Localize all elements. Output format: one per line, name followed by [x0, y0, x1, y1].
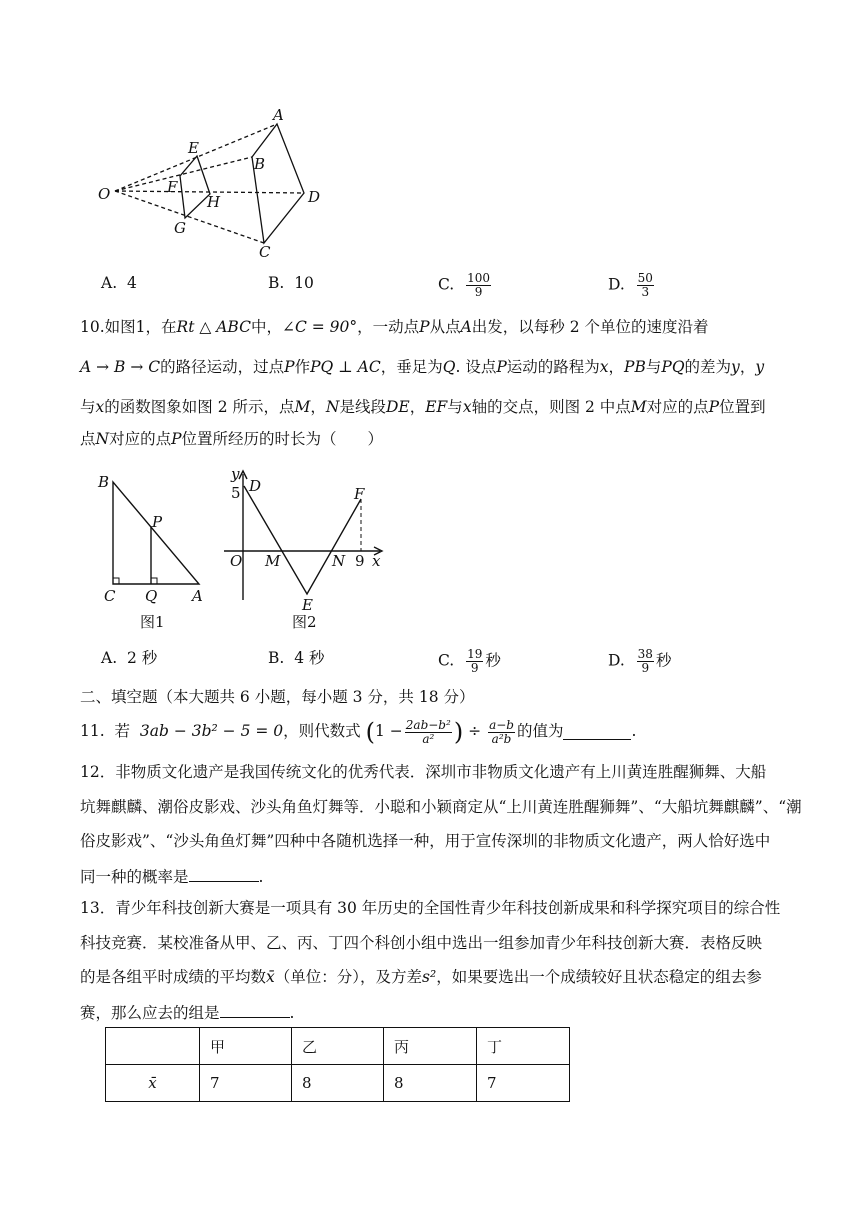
label-p: P	[152, 513, 163, 531]
label-9: 9	[355, 552, 365, 570]
q9-option-c: C. $\frac{100}{9}$	[438, 271, 490, 299]
figure-2-caption: 图2	[292, 613, 317, 631]
label-a: A	[192, 587, 203, 605]
label-x: x	[372, 552, 381, 570]
q10-option-c: C. $\frac{19}{9}$ 秒	[438, 647, 501, 675]
label-d: D	[249, 477, 262, 495]
q10-option-b: B. 4 秒	[268, 649, 325, 667]
q13-line-2: 科技竞赛．某校准备从甲、乙、丙、丁四个科创小组中选出一组参加青少年科技创新大赛．表格反映	[80, 934, 763, 952]
table-header-cell: 甲	[200, 1028, 292, 1065]
label-e: E	[188, 139, 199, 157]
table-header-cell: 丙	[384, 1028, 477, 1065]
ray-ob	[115, 157, 252, 191]
answer-blank[interactable]	[220, 1003, 290, 1018]
q9-option-d: D. $\frac{50}{3}$	[608, 271, 653, 299]
q12-line-4: 同一种的概率是 .	[80, 868, 264, 886]
q12-line-2: 坑舞麒麟、潮俗皮影戏、沙头角鱼灯舞等．小聪和小颖商定从“上川黄连胜醒狮舞”、“大船坑舞麒麟”、“潮	[80, 798, 802, 816]
right-angle-c	[113, 578, 119, 584]
q12-line-1: 12．非物质文化遗产是我国传统文化的优秀代表．深圳市非物质文化遗产有上川黄连胜醒狮舞、大船	[80, 763, 767, 781]
label-m: M	[265, 552, 281, 570]
table-header-cell	[106, 1028, 200, 1065]
q10-option-d: D. $\frac{38}{9}$ 秒	[608, 647, 672, 675]
label-d: D	[308, 188, 321, 206]
label-y: y	[231, 465, 240, 483]
q12-line-3: 俗皮影戏”、“沙头角鱼灯舞”四种中各随机选择一种，用于宣传深圳的非物质文化遗产，两人恰好选中	[80, 832, 771, 850]
q10-line-3: 与x的函数图象如图 2 所示，点M，N是线段DE，EF与x轴的交点，则图 2 中点M对应的点P位置到	[80, 398, 766, 416]
quad-efgh	[180, 156, 210, 218]
table-cell: 7	[477, 1065, 570, 1102]
q9-option-a: A. 4	[101, 274, 137, 292]
table-row	[106, 1065, 570, 1102]
label-q: Q	[145, 587, 158, 605]
quad-abcd	[252, 124, 304, 243]
figure-1-caption: 图1	[140, 613, 165, 631]
label-f: F	[354, 485, 365, 503]
table-cell: 8	[292, 1065, 384, 1102]
q13-line-1: 13．青少年科技创新大赛是一项具有 30 年历史的全国性青少年科技创新成果和科学探究项目的综合性	[80, 899, 781, 917]
answer-blank[interactable]	[189, 867, 259, 882]
table-cell: 8	[384, 1065, 477, 1102]
table-cell: 7	[200, 1065, 292, 1102]
fraction: $\frac{38}{9}$	[637, 647, 653, 675]
row-label-mean: x̄	[106, 1065, 200, 1102]
q9-option-b: B. 10	[268, 274, 314, 292]
label-o: O	[230, 552, 243, 570]
right-angle-q	[151, 578, 157, 584]
q13-score-table	[105, 1027, 570, 1102]
q10-option-a: A. 2 秒	[101, 649, 158, 667]
label-n: N	[332, 552, 346, 570]
q11: 11. 若 3ab − 3b² − 5 = 0 ，则代数式 ( 1 − $\frac{\text{2ab−b²}}{\text{a²}}$ ) ÷ $\frac{a-b}{\text{a²b}}$ 的值为 .	[80, 717, 637, 746]
table-header-cell: 乙	[292, 1028, 384, 1065]
label-g: G	[174, 219, 186, 237]
q13-line-4: 赛，那么应去的组是 .	[80, 1004, 295, 1022]
table-header-cell: 丁	[477, 1028, 570, 1065]
q10-line-4: 点N对应的点P位置所经历的时长为（ ）	[80, 430, 384, 448]
label-c: C	[104, 587, 116, 605]
answer-blank[interactable]	[563, 725, 631, 740]
label-o: O	[98, 185, 111, 203]
q10-figure-1	[92, 470, 217, 635]
label-b: B	[254, 155, 266, 173]
q10-figure-2	[222, 462, 392, 637]
q13-line-3: 的是各组平时成绩的平均数x̄（单位：分），及方差s²，如果要选出一个成绩较好且状态稳定的组去参	[80, 968, 762, 986]
fraction: $\frac{19}{9}$	[467, 647, 483, 675]
label-c: C	[259, 243, 271, 261]
label-5: 5	[231, 484, 241, 502]
fraction: $\frac{100}{9}$	[467, 271, 490, 299]
ray-oc	[115, 191, 264, 243]
label-a: A	[273, 106, 284, 124]
label-e: E	[302, 596, 313, 614]
label-b: B	[98, 473, 110, 491]
fraction: $\frac{\text{2ab−b²}}{\text{a²}}$	[405, 717, 451, 746]
section-2-heading: 二、填空题（本大题共 6 小题，每小题 3 分，共 18 分）	[80, 688, 475, 706]
label-h: H	[207, 193, 221, 211]
fraction: $\frac{a-b}{\text{a²b}}$	[489, 717, 514, 746]
q9-figure	[90, 100, 330, 270]
triangle-abc	[113, 482, 199, 584]
q10-line-2: A → B → C的路径运动，过点P作PQ ⊥ AC，垂足为Q. 设点P运动的路程为x，PB与PQ的差为y，y	[80, 358, 765, 376]
fraction: $\frac{50}{3}$	[637, 271, 653, 299]
label-f: F	[167, 178, 178, 196]
table-header-row	[106, 1028, 570, 1065]
q10-line-1: 10.如图1，在Rt △ ABC中，∠C = 90°，一动点P从点A出发，以每秒 2 个单位的速度沿着	[80, 318, 709, 336]
graph-d-e-f	[244, 486, 361, 594]
